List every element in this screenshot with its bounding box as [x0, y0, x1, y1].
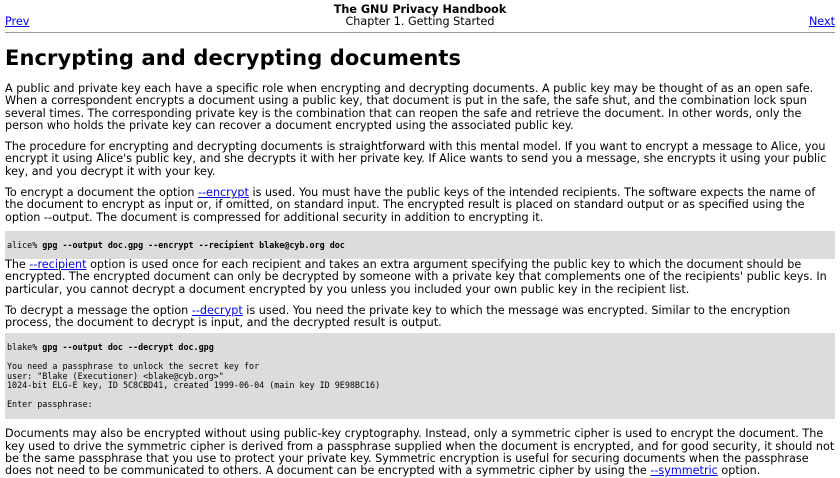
paragraph-public-private-keys: A public and private key each have a specific role when encrypting and decrypting documents. A public key may be thought of as an open safe. When a correspondent encrypts a document using a public key, that document is put in the safe, the safe shut, and the combination lock spun several times. The corresponding private key is the combination that can reopen the safe and retrieve the document. In other words, only the person who holds the private key can recover a document encrypted using the associated public key.: [5, 82, 814, 132]
chapter-title: Chapter 1. Getting Started: [345, 15, 495, 28]
recipient-text-after: option is used once for each recipient and takes an extra argument specifying the public key to which the document should be encrypted. The encrypted document can only be decrypted by someone with a private key that complements one of the recipients' public keys. In particular, you cannot decrypt a document encrypted by you unless you included your own public key in the recipient list.: [5, 257, 827, 296]
decrypt-option-link[interactable]: --decrypt: [191, 303, 243, 317]
book-title: The GNU Privacy Handbook: [333, 3, 507, 16]
decrypt-example-output: You need a passphrase to unlock the secret key for user: "Blake (Executioner) <blake@cyb.org>" 1024-bit ELG-E key, ID 5C8CBD41, created 1999-06-04 (main key ID 9E98BC16) Enter passphrase:: [7, 361, 381, 409]
paragraph-mental-model: The procedure for encrypting and decrypting documents is straightforward with this mental model. If you want to encrypt a message to Alice, you encrypt it using Alice's public key, and she decrypts it with her private key. If Alice wants to send you a message, she encrypts it using your public key, and you decrypt it with your key.: [5, 140, 827, 178]
encrypt-text-before: To encrypt a document the option: [5, 186, 198, 200]
next-link[interactable]: Next: [808, 15, 835, 28]
paragraph-decrypt-option: [5, 305, 835, 330]
recipient-text-before: The: [5, 257, 30, 271]
navigation-header: [0, 0, 840, 30]
decrypt-example-screen: [5, 333, 835, 419]
paragraph-symmetric-encryption: [5, 428, 835, 477]
header-divider: [5, 32, 835, 33]
encrypt-text-after: is used. You must have the public keys of the intended recipients. The software expects the name of the document to encrypt as input or, if omitted, on standard input. The encrypted result is placed on standard output or as specified using the option --output. The document is compressed for additional security in addition to encrypting it.: [5, 186, 816, 224]
encrypt-example-screen: [5, 231, 835, 259]
prev-link[interactable]: Prev: [5, 15, 30, 28]
symmetric-option-link[interactable]: --symmetric: [650, 464, 718, 478]
encrypt-example-command: gpg --output doc.gpg --encrypt --recipient blake@cyb.org doc: [42, 239, 345, 250]
paragraph-encrypt-option: [5, 187, 835, 224]
decrypt-example-prompt: blake%: [7, 342, 43, 353]
recipient-option-link[interactable]: --recipient: [29, 257, 87, 271]
decrypt-text-after: is used. You need the private key to which the message was encrypted. Similar to the encryption process, the document to decrypt is input, and the decrypted result is output.: [5, 303, 791, 330]
main-content: [5, 44, 835, 478]
symmetric-text-before: Documents may also be encrypted without using public-key cryptography. Instead, only a symmetric cipher is used to encrypt the document. The key used to drive the symmetric cipher is derived from a passphrase supplied when the document is encrypted, and for good security, it should not be the same passphrase that you use to protect your private key. Symmetric encryption is useful for securing documents when the passphrase does not need to be communicated to others. A document can be encrypted with a symmetric cipher by using the: [5, 427, 835, 478]
symmetric-text-after: option.: [717, 464, 761, 478]
section-title: Encrypting and decrypting documents: [5, 46, 462, 70]
paragraph-recipient-option: [5, 259, 835, 296]
decrypt-example-command: gpg --output doc --decrypt doc.gpg: [42, 342, 214, 353]
encrypt-example-prompt: alice%: [7, 239, 43, 250]
decrypt-text-before: To decrypt a message the option: [5, 303, 192, 317]
encrypt-option-link[interactable]: --encrypt: [197, 186, 249, 200]
